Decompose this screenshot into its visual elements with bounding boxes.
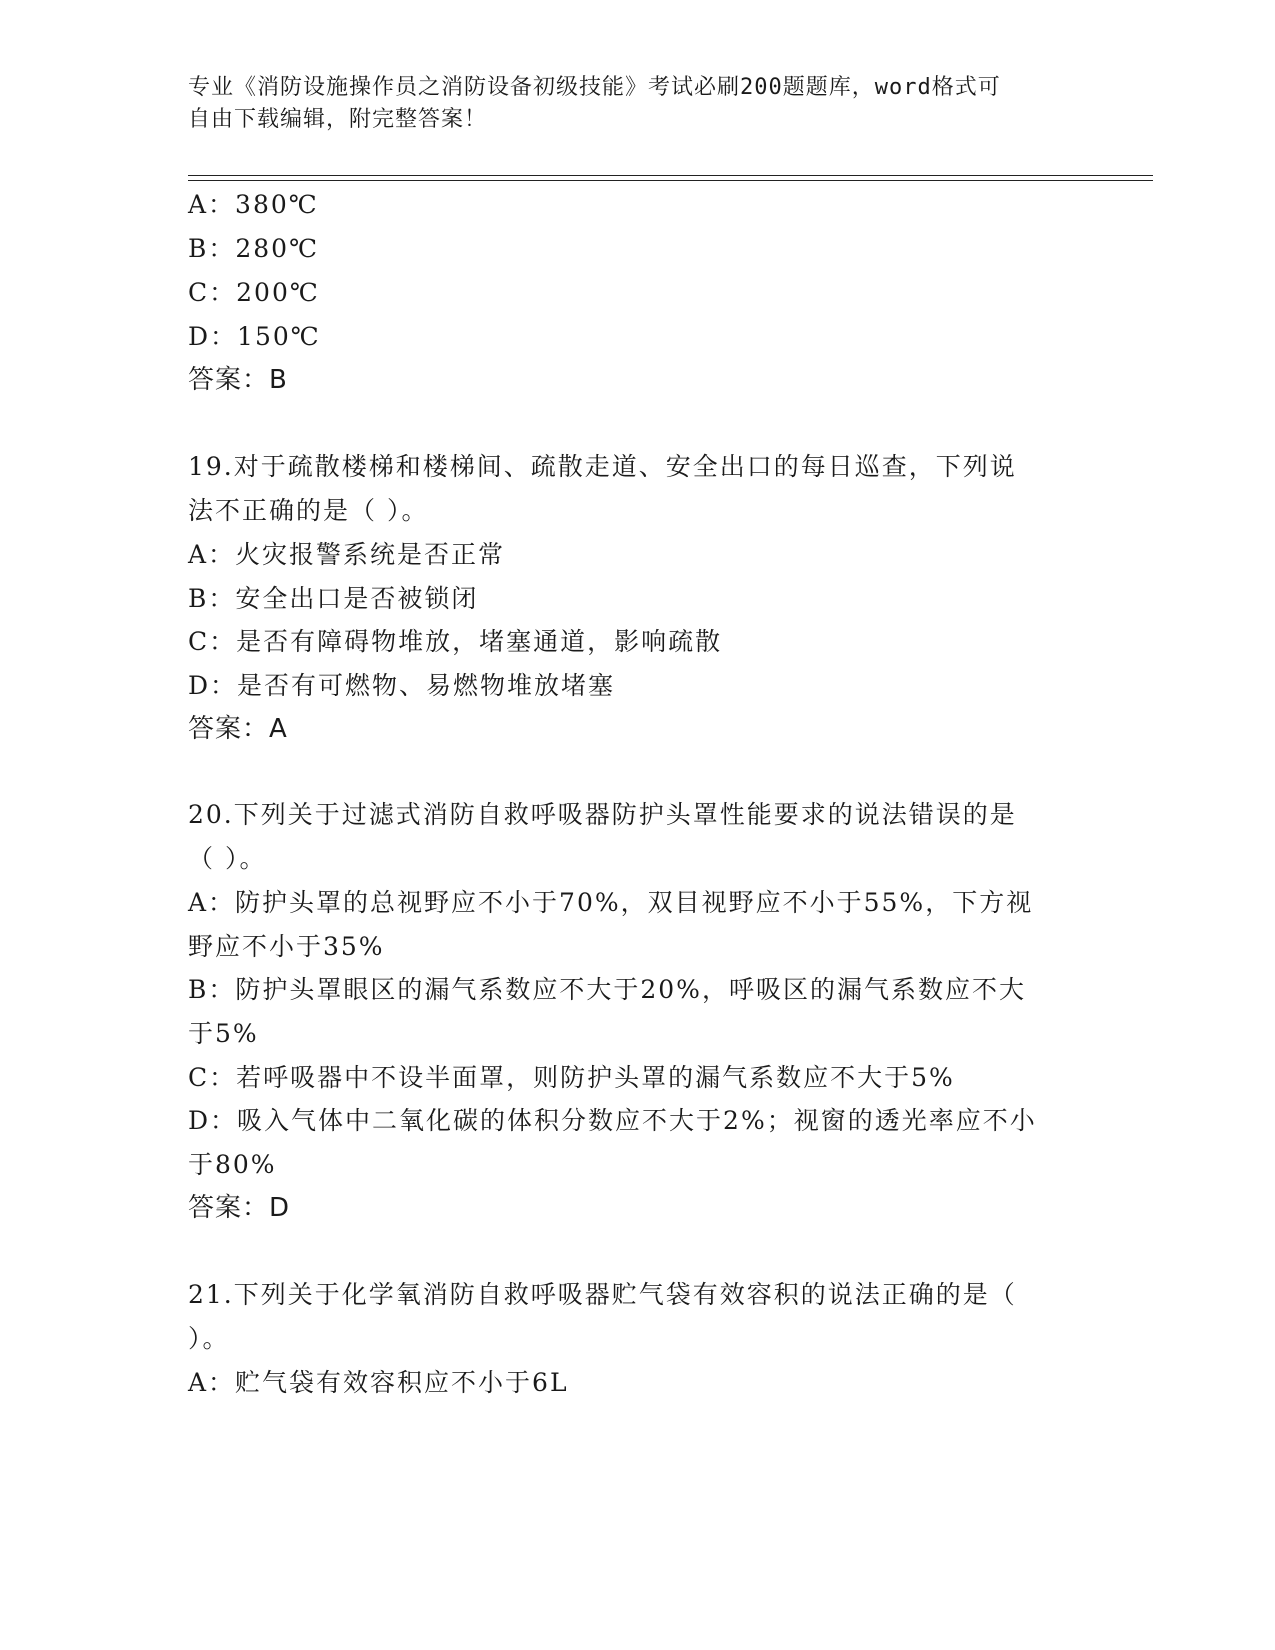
q20-option-c: C：若呼吸器中不设半面罩，则防护头罩的漏气系数应不大于5% xyxy=(188,1063,955,1092)
q20-option-d-line-1: D：吸入气体中二氧化碳的体积分数应不大于2%；视窗的透光率应不小 xyxy=(188,1106,1037,1135)
q19-option-c: C：是否有障碍物堆放，堵塞通道，影响疏散 xyxy=(188,627,723,656)
q20-option-a-line-2: 野应不小于35% xyxy=(188,932,385,961)
q21-stem-line-2: ）。 xyxy=(188,1324,230,1353)
q20-stem-line-2: （ ）。 xyxy=(188,844,267,873)
q18-option-b: B：280℃ xyxy=(188,234,320,263)
q20-option-d-line-2: 于80% xyxy=(188,1150,277,1179)
q21-stem-line-1: 21.下列关于化学氧消防自救呼吸器贮气袋有效容积的说法正确的是（ xyxy=(188,1280,1017,1309)
q19-option-d: D：是否有可燃物、易燃物堆放堵塞 xyxy=(188,671,616,700)
header-title-line-2: 自由下载编辑，附完整答案！ xyxy=(188,107,488,132)
q20-stem-line-1: 20.下列关于过滤式消防自救呼吸器防护头罩性能要求的说法错误的是 xyxy=(188,800,1017,829)
q21-option-a: A：贮气袋有效容积应不小于6L xyxy=(188,1368,569,1397)
q19-option-b: B：安全出口是否被锁闭 xyxy=(188,584,479,613)
q20-answer: 答案：D xyxy=(188,1193,291,1223)
q19-option-a: A：火灾报警系统是否正常 xyxy=(188,540,506,569)
q19-stem-line-2: 法不正确的是（ ）。 xyxy=(188,496,429,525)
q19-answer: 答案：A xyxy=(188,714,288,744)
q18-answer: 答案：B xyxy=(188,365,288,395)
q19-stem-line-1: 19.对于疏散楼梯和楼梯间、疏散走道、安全出口的每日巡查，下列说 xyxy=(188,452,1017,481)
q20-option-a-line-1: A：防护头罩的总视野应不小于70%，双目视野应不小于55%，下方视 xyxy=(188,888,1034,917)
q18-option-a: A：380℃ xyxy=(188,190,319,219)
q20-option-b-line-2: 于5% xyxy=(188,1019,259,1048)
header-divider-top xyxy=(188,175,1153,176)
q18-option-c: C：200℃ xyxy=(188,278,320,307)
q20-option-b-line-1: B：防护头罩眼区的漏气系数应不大于20%，呼吸区的漏气系数应不大 xyxy=(188,975,1026,1004)
header-divider-bottom xyxy=(188,180,1153,181)
document-header xyxy=(188,72,1088,136)
header-title-line-1: 专业《消防设施操作员之消防设备初级技能》考试必刷200题题库，word格式可 xyxy=(188,75,1001,100)
q18-option-d: D：150℃ xyxy=(188,322,321,351)
